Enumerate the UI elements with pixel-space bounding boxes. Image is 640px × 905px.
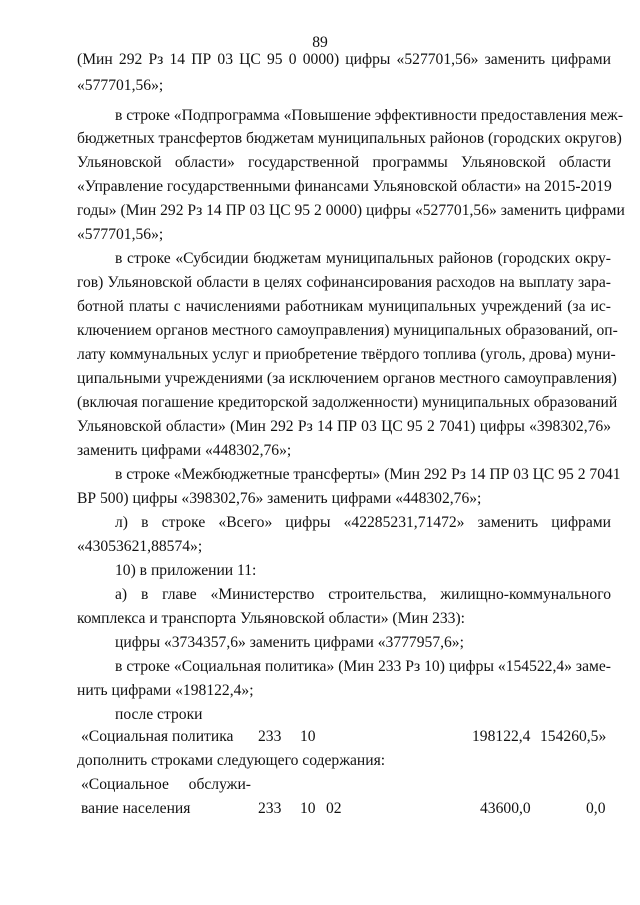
text-line: в строке «Подпрограмма «Повышение эффективности предоставления меж-: [115, 107, 624, 124]
row-value-2: 154260,5»: [540, 728, 607, 745]
row-value-2: 0,0: [586, 800, 606, 817]
row-name: «Социальное обслужи-: [81, 776, 251, 793]
text-line: а) в главе «Министерство строительства, жилищно-коммунального: [115, 586, 611, 603]
row-pr: 02: [326, 800, 342, 817]
text-line: «577701,56»;: [77, 77, 164, 94]
text-line: ботной платы с начислениями работникам муниципальных учреждений (за ис-: [77, 298, 611, 315]
page-number: 89: [312, 34, 328, 51]
row-rz: 10: [300, 800, 316, 817]
text-line: нить цифрами «198122,4»;: [77, 682, 254, 699]
text-line: ципальными учреждениями (за исключением органов местного самоуправления): [77, 370, 617, 387]
text-line: ключением органов местного самоуправления) муниципальных образований, оп-: [77, 322, 618, 339]
text-line: Ульяновской области» (Мин 292 Рз 14 ПР 03 ЦС 95 2 7041) цифры «398302,76»: [77, 418, 611, 435]
text-line: Ульяновской области» государственной программы Ульяновской области: [77, 154, 611, 171]
text-line: 10) в приложении 11:: [115, 562, 257, 579]
row-value-1: 43600,0: [480, 800, 531, 817]
row-rz: 10: [300, 728, 316, 745]
text-line: в строке «Субсидии бюджетам муниципальных районов (городских окру-: [115, 250, 611, 267]
text-line: л) в строке «Всего» цифры «42285231,71472» заменить цифрами: [115, 514, 611, 531]
row-min: 233: [258, 728, 282, 745]
text-line: гов) Ульяновской области в целях софинансирования расходов на выплату зара-: [77, 274, 611, 291]
text-line: цифры «3734357,6» заменить цифрами «3777957,6»;: [115, 634, 464, 651]
text-line: бюджетных трансфертов бюджетам муниципальных районов (городских округов): [77, 130, 622, 147]
text-line: «Управление государственными финансами Ульяновской области» на 2015-2019: [77, 178, 612, 195]
text-line: в строке «Межбюджетные трансферты» (Мин 292 Рз 14 ПР 03 ЦС 95 2 7041: [115, 466, 621, 483]
row-name-continued: вание населения: [81, 800, 191, 817]
row-value-1: 198122,4: [472, 728, 531, 745]
text-line: в строке «Социальная политика» (Мин 233 Рз 10) цифры «154522,4» заме-: [115, 658, 611, 675]
text-line: (включая погашение кредиторской задолженности) муниципальных образований: [77, 394, 618, 411]
text-line: после строки: [115, 706, 203, 723]
text-line: лату коммунальных услуг и приобретение твёрдого топлива (уголь, дрова) муни-: [77, 346, 616, 363]
text-line: ВР 500) цифры «398302,76» заменить цифрами «448302,76»;: [77, 490, 482, 507]
text-line: заменить цифрами «448302,76»;: [77, 442, 292, 459]
text-line: «43053621,88574»;: [77, 538, 203, 555]
text-line: дополнить строками следующего содержания:: [77, 752, 386, 769]
text-line: комплекса и транспорта Ульяновской области» (Мин 233):: [77, 610, 465, 627]
row-min: 233: [258, 800, 282, 817]
text-line: «577701,56»;: [77, 226, 164, 243]
text-line: годы» (Мин 292 Рз 14 ПР 03 ЦС 95 2 0000) цифры «527701,56» заменить цифрами: [77, 202, 625, 219]
row-name: «Социальная политика: [81, 728, 234, 745]
text-line: (Мин 292 Рз 14 ПР 03 ЦС 95 0 0000) цифры «527701,56» заменить цифрами: [77, 51, 611, 68]
